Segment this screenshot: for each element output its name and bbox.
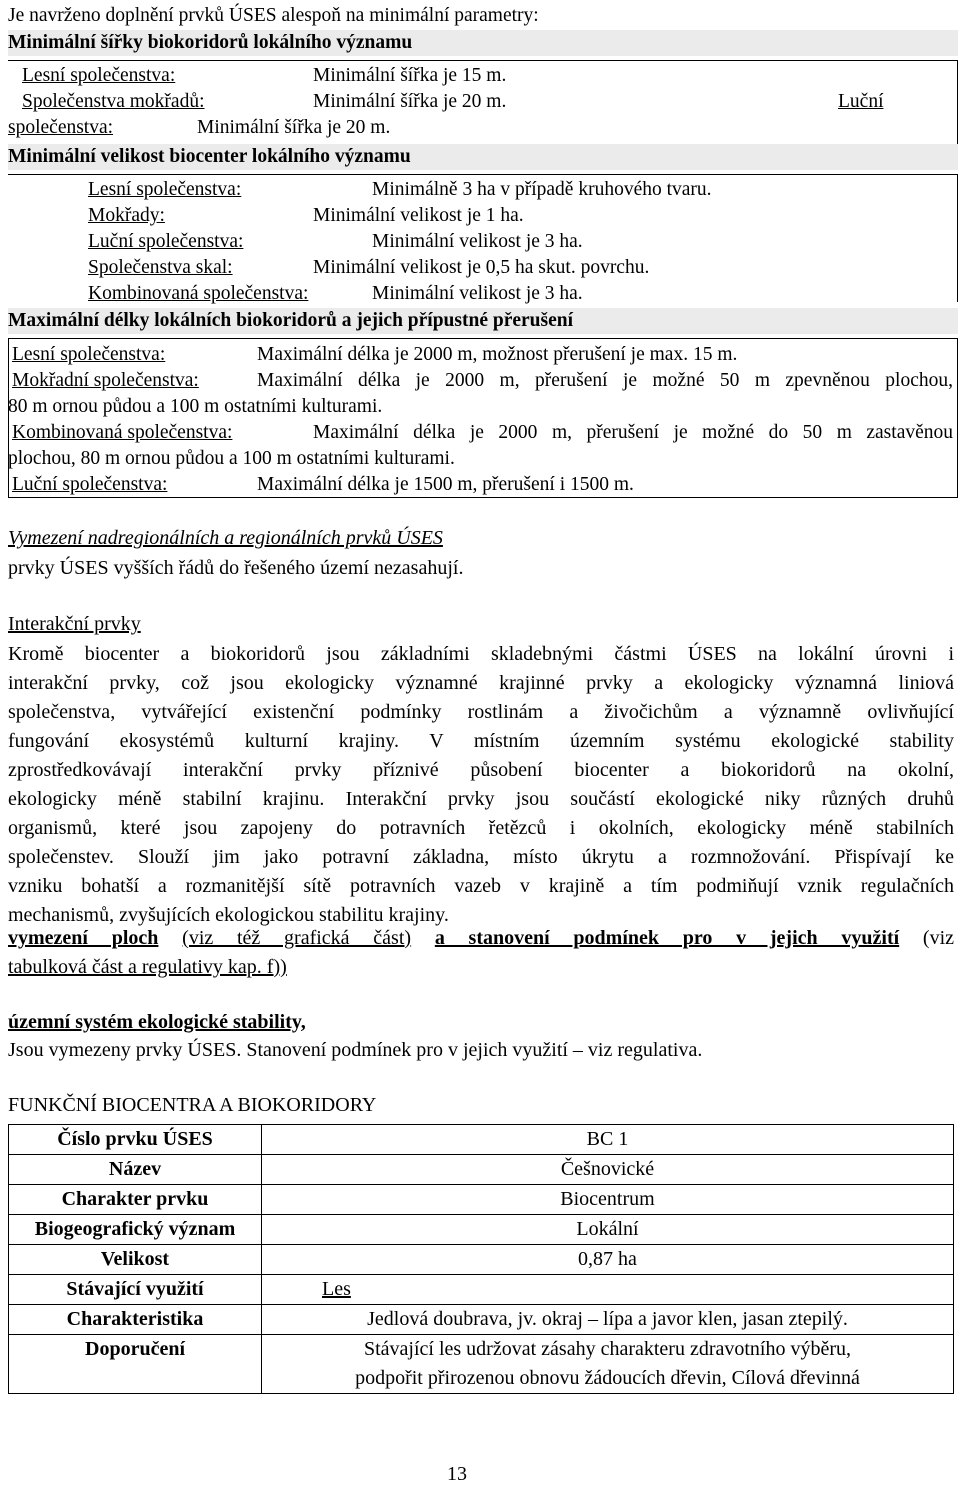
lengths-lucni-value: Maximální délka je 1500 m, přerušení i 1500 m.	[257, 474, 634, 495]
row-value: Biocentrum	[262, 1185, 954, 1215]
table-row	[9, 1245, 954, 1275]
centers-lesni-label: Lesní společenstva:	[88, 179, 242, 200]
funkcni-heading: FUNKČNÍ BIOCENTRA A BIOKORIDORY	[8, 1094, 377, 1116]
lengths-mokradni-label: Mokřadní společenstva:	[12, 370, 199, 391]
centers-mokrady-value: Minimální velikost je 1 ha.	[313, 205, 524, 226]
table-row	[9, 1155, 954, 1185]
centers-komb-label: Kombinovaná společenstva:	[88, 283, 309, 304]
centers-skaly-value: Minimální velikost je 0,5 ha skut. povrchu.	[313, 257, 650, 278]
centers-komb-value: Minimální velikost je 3 ha.	[372, 283, 583, 304]
row-label: Stávající využití	[9, 1275, 262, 1305]
widths-lesni-value: Minimální šířka je 15 m.	[313, 65, 507, 86]
centers-lesni-value: Minimálně 3 ha v případě kruhového tvaru.	[372, 179, 712, 200]
heading-centers: Minimální velikost biocenter lokálního významu	[8, 144, 958, 170]
lengths-lesni-label: Lesní společenstva:	[12, 344, 166, 365]
centers-lucni-label: Luční společenstva:	[88, 231, 244, 252]
lengths-mokradni-value-2: 80 m ornou půdou a 100 m ostatními kulturami.	[8, 396, 383, 417]
row-label: Doporučení	[9, 1335, 262, 1394]
vymezeni-paragraph: vymezení ploch (viz též grafická část) a stanovení podmínek pro v jejich využití (viz tabulková část a regulativy kap. f))	[8, 927, 955, 978]
widths-mokrady-label: Společenstva mokřadů:	[22, 91, 205, 112]
lengths-komb-value-1: Maximální délka je 2000 m, přerušení je možné do 50 m zastavěnou	[313, 422, 953, 443]
biocentrum-table	[8, 1124, 954, 1394]
intro-text: Je navrženo doplnění prvků ÚSES alespoň na minimální parametry:	[8, 5, 539, 26]
centers-mokrady-label: Mokřady:	[88, 205, 165, 226]
widths-mokrady-value: Minimální šířka je 20 m.	[313, 91, 507, 112]
uzemni-text: Jsou vymezeny prvky ÚSES. Stanovení podmínek pro v jejich využití – viz regulativa.	[8, 1039, 703, 1061]
row-label: Charakter prvku	[9, 1185, 262, 1215]
lengths-komb-label: Kombinovaná společenstva:	[12, 422, 233, 443]
uzemni-heading: územní systém ekologické stability,	[8, 1011, 306, 1033]
centers-lucni-value: Minimální velikost je 3 ha.	[372, 231, 583, 252]
table-row	[9, 1185, 954, 1215]
widths-lucni-label-b: společenstva:	[8, 117, 114, 138]
lengths-lesni-value: Maximální délka je 2000 m, možnost přerušení je max. 15 m.	[257, 344, 738, 365]
row-value: Jedlová doubrava, jv. okraj – lípa a javor klen, jasan ztepilý.	[262, 1305, 954, 1335]
table-row	[9, 1125, 954, 1155]
table-row	[9, 1335, 954, 1394]
widths-lesni-label: Lesní společenstva:	[22, 65, 176, 86]
table-row	[9, 1305, 954, 1335]
table-row	[9, 1275, 954, 1305]
row-label: Velikost	[9, 1245, 262, 1275]
widths-lucni-value: Minimální šířka je 20 m.	[197, 117, 391, 138]
page-number: 13	[447, 1463, 467, 1485]
lengths-lucni-label: Luční společenstva:	[12, 474, 168, 495]
interakcni-paragraph: Kromě biocenter a biokoridorů jsou základními skladebnými částmi ÚSES na lokální úrovni i interakční prvky, což jsou ekologicky významné krajinné prvky a ekologicky významná liniová společenstva, vytvářející existenční podmínky rostlinám a živočichům a významně ovlivňující fungování ekosystémů kulturní krajiny. V místním územním systému ekologické stability zprostředkovávají interakční prvky příznivé působení biocenter a biokoridorů na okolní, ekologicky méně stabilní krajinu. Interakční prvky jsou součástí ekologické niky různých druhů organismů, které jsou zapojeny do potravních řetězců i okolních, ekologicky méně stabilních společenstev. Slouží jim jako potravní základna, místo úkrytu a rozmnožování. Přispívají ke vzniku bohatší a rozmanitější sítě potravních vazeb v krajině a tím podmiňují vznik regulačních mechanismů, zvyšujících ekologickou stabilitu krajiny.	[8, 643, 954, 926]
lengths-mokradni-value-1: Maximální délka je 2000 m, přerušení je možné 50 m zpevněnou plochou,	[257, 370, 953, 391]
regional-heading: Vymezení nadregionálních a regionálních prvků ÚSES	[8, 527, 443, 549]
row-value: BC 1	[262, 1125, 954, 1155]
row-label: Název	[9, 1155, 262, 1185]
table-row	[9, 1215, 954, 1245]
row-label: Charakteristika	[9, 1305, 262, 1335]
centers-skaly-label: Společenstva skal:	[88, 257, 233, 278]
row-label: Číslo prvku ÚSES	[9, 1125, 262, 1155]
row-value: Lokální	[262, 1215, 954, 1245]
regional-text: prvky ÚSES vyšších řádů do řešeného území nezasahují.	[8, 557, 464, 579]
row-value: Češnovické	[262, 1155, 954, 1185]
widths-lucni-label-a: Luční	[838, 91, 884, 112]
row-value: Les	[262, 1275, 954, 1305]
lengths-komb-value-2: plochou, 80 m ornou půdou a 100 m ostatními kulturami.	[8, 448, 455, 469]
row-value: Stávající les udržovat zásahy charakteru zdravotního výběru, podpořit přirozenou obnovu žádoucích dřevin, Cílová dřevinná	[262, 1335, 954, 1394]
interakcni-heading: Interakční prvky	[8, 613, 141, 635]
row-label: Biogeografický význam	[9, 1215, 262, 1245]
heading-lengths: Maximální délky lokálních biokoridorů a jejich přípustné přerušení	[8, 308, 958, 334]
heading-widths: Minimální šířky biokoridorů lokálního významu	[8, 30, 958, 56]
row-value: 0,87 ha	[262, 1245, 954, 1275]
